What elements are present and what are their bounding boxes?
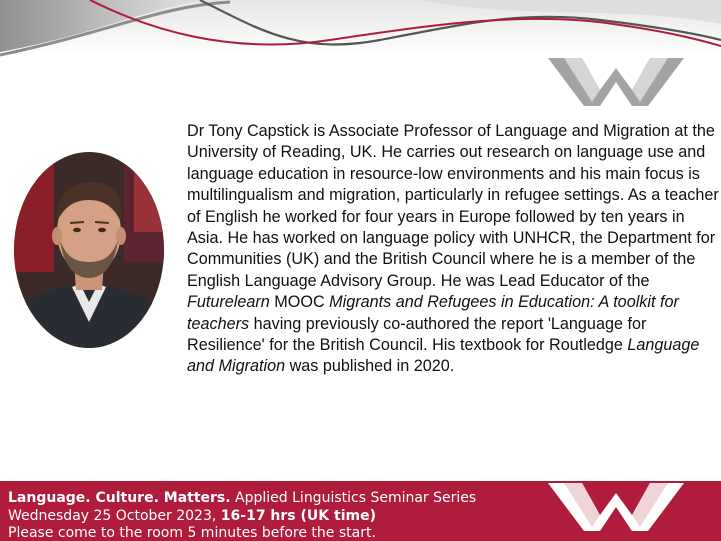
bio-text-3: was published in 2020. [285,357,455,376]
footer-date-line [8,508,476,526]
footer-series: Applied Linguistics Seminar Series [230,490,477,506]
footer-date: Wednesday 25 October 2023, [8,507,221,524]
bio-text-2: having previously co-authored the report 'Language for Resilience' for the British Council. His textbook for Routledge [187,314,647,355]
book-title: Language and Migration [187,336,700,376]
course-title: Migrants and Refugees in Education: A toolkit for teachers [187,293,679,333]
footer-time: 16-17 hrs (UK time) [220,507,376,524]
footer-banner [0,481,721,541]
footer-series-line [8,490,476,508]
speaker-portrait [14,152,164,348]
university-logo-icon [548,58,684,108]
bio-text-1: Dr Tony Capstick is Associate Professor of Language and Migration at the University of Reading, UK. He carries out research on language use and language education in resource-low environments and his main focus is multilingualism and migration, particularly in refugee settings. As a teacher of English he worked for four years in Europe followed by ten years in Asia. He has worked on language policy with UNHCR, the Department for Communities (UK) and the British Council where he is a member of the English Language Advisory Group. He was Lead Educator of the [187,122,719,290]
speaker-biography [187,121,719,378]
footer-notice: Please come to the room 5 minutes before the start. [8,525,376,541]
footer-text [8,490,476,541]
futurelearn-name: Futurelearn [187,293,270,312]
university-logo-icon [548,483,684,533]
top-decorative-banner [0,0,721,60]
bio-text-mooc: MOOC [269,293,330,312]
footer-brand: Language. Culture. Matters. [8,490,231,506]
